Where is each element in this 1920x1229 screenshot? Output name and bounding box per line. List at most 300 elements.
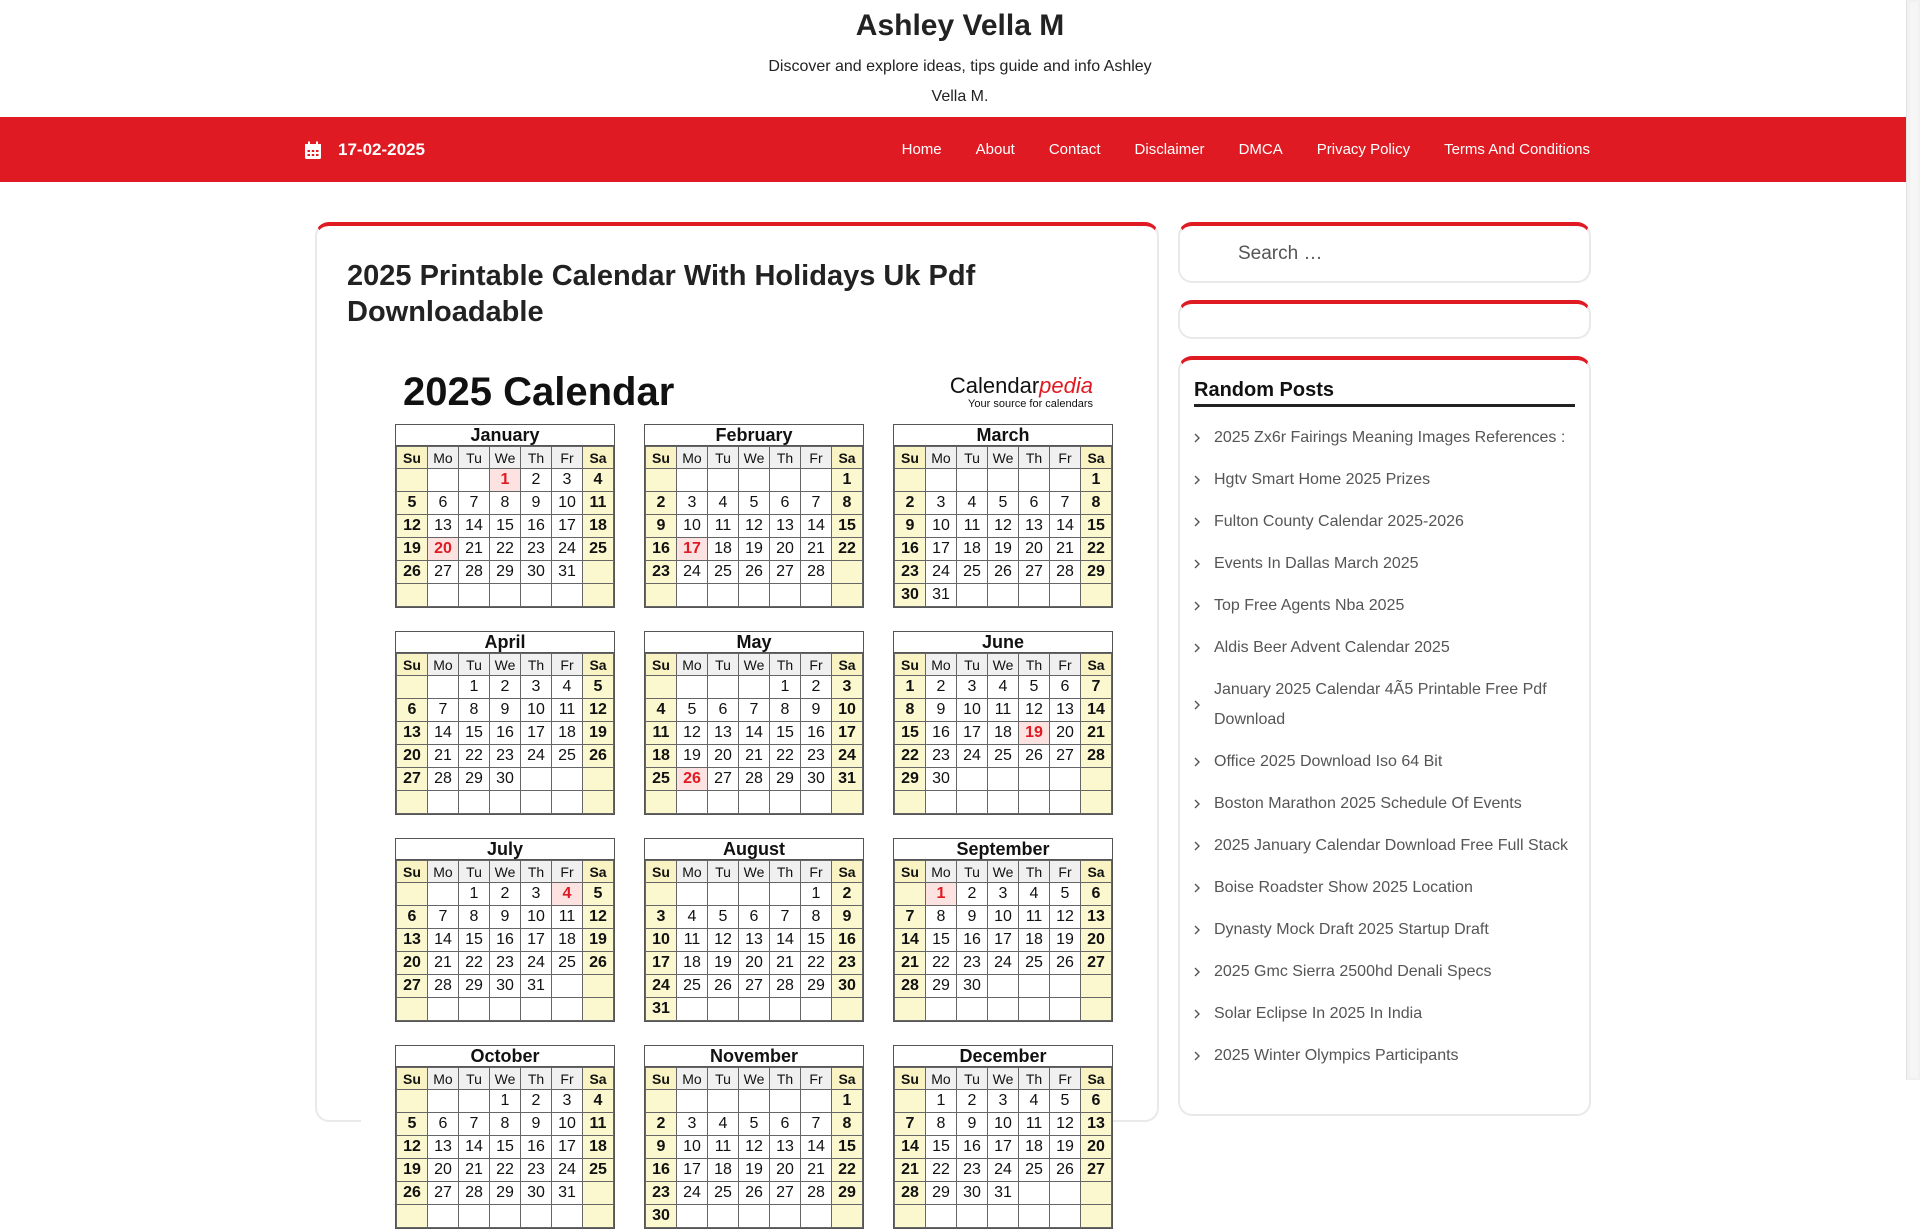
- day-cell: 21: [895, 952, 926, 975]
- day-cell: [428, 1090, 459, 1113]
- day-cell: 18: [988, 722, 1019, 745]
- random-post-link[interactable]: Fulton County Calendar 2025-2026: [1214, 513, 1464, 530]
- day-cell: 12: [397, 515, 428, 538]
- random-posts-title: Random Posts: [1194, 376, 1575, 407]
- weekday-label: We: [490, 447, 521, 469]
- day-cell: 4: [988, 676, 1019, 699]
- day-cell: [708, 1090, 739, 1113]
- month-may: [644, 631, 864, 815]
- weekday-label: Sa: [583, 654, 614, 676]
- weekday-label: Mo: [926, 447, 957, 469]
- day-cell: [832, 998, 863, 1021]
- day-cell: 3: [552, 1090, 583, 1113]
- nav-item-contact[interactable]: Contact: [1048, 141, 1101, 158]
- day-cell: 17: [646, 952, 677, 975]
- weekday-label: Su: [895, 861, 926, 883]
- month-august: [644, 838, 864, 1022]
- list-item: [1194, 1035, 1575, 1077]
- day-cell: 25: [1019, 1159, 1050, 1182]
- day-cell: 20: [397, 745, 428, 768]
- day-cell: [646, 584, 677, 607]
- day-cell: 25: [646, 768, 677, 791]
- day-cell: [677, 1205, 708, 1228]
- day-cell: 15: [490, 1136, 521, 1159]
- day-cell: 10: [677, 1136, 708, 1159]
- weekday-label: Th: [770, 447, 801, 469]
- day-cell: 31: [832, 768, 863, 791]
- random-post-link[interactable]: Aldis Beer Advent Calendar 2025: [1214, 639, 1450, 656]
- day-cell: 17: [832, 722, 863, 745]
- day-cell: 22: [490, 1159, 521, 1182]
- weekday-label: Fr: [552, 654, 583, 676]
- nav-item-privacy-policy[interactable]: Privacy Policy: [1316, 141, 1411, 158]
- random-post-link[interactable]: Office 2025 Download Iso 64 Bit: [1214, 753, 1443, 770]
- chevron-right-icon: [1194, 559, 1214, 569]
- day-cell: 4: [646, 699, 677, 722]
- month-december: [893, 1045, 1113, 1229]
- day-cell: 9: [926, 699, 957, 722]
- weekday-label: Su: [397, 861, 428, 883]
- day-cell: 21: [801, 538, 832, 561]
- day-cell: 23: [957, 952, 988, 975]
- random-post-link[interactable]: Top Free Agents Nba 2025: [1214, 597, 1405, 614]
- day-cell: [895, 998, 926, 1021]
- month-february: [644, 424, 864, 608]
- day-cell: 27: [739, 975, 770, 998]
- day-cell: [801, 1090, 832, 1113]
- day-cell: [583, 561, 614, 584]
- day-cell: [988, 768, 1019, 791]
- day-cell: 26: [1050, 952, 1081, 975]
- day-cell: 24: [832, 745, 863, 768]
- day-cell: 2: [521, 469, 552, 492]
- day-cell: 21: [801, 1159, 832, 1182]
- weekday-label: Th: [521, 447, 552, 469]
- day-cell: 18: [677, 952, 708, 975]
- chevron-right-icon: [1194, 433, 1214, 443]
- day-cell: [583, 768, 614, 791]
- day-cell: [677, 676, 708, 699]
- day-cell: 29: [459, 975, 490, 998]
- random-post-link[interactable]: January 2025 Calendar 4Ã5 Printable Free Pdf Download: [1214, 681, 1547, 728]
- search-input[interactable]: [1198, 234, 1570, 274]
- weekday-label: Su: [895, 654, 926, 676]
- day-cell: 5: [397, 492, 428, 515]
- day-cell: 26: [397, 1182, 428, 1205]
- day-cell: 15: [926, 1136, 957, 1159]
- day-cell: 28: [1050, 561, 1081, 584]
- day-cell: 3: [646, 906, 677, 929]
- day-cell: 16: [957, 929, 988, 952]
- day-cell: 8: [895, 699, 926, 722]
- day-cell: 17: [677, 1159, 708, 1182]
- day-cell: 18: [583, 1136, 614, 1159]
- day-cell: [1081, 768, 1112, 791]
- day-cell: 28: [428, 975, 459, 998]
- weekday-label: Fr: [552, 861, 583, 883]
- weekday-label: Th: [521, 1068, 552, 1090]
- day-cell: 13: [770, 515, 801, 538]
- day-cell: [770, 883, 801, 906]
- day-cell: [1050, 998, 1081, 1021]
- day-cell: 14: [895, 1136, 926, 1159]
- month-april: [395, 631, 615, 815]
- day-cell: 6: [1050, 676, 1081, 699]
- day-cell: 6: [739, 906, 770, 929]
- day-cell: 6: [1019, 492, 1050, 515]
- weekday-label: Th: [1019, 447, 1050, 469]
- day-cell: 27: [397, 768, 428, 791]
- chevron-right-icon: [1194, 475, 1214, 485]
- day-cell: 21: [1050, 538, 1081, 561]
- day-cell: 3: [552, 469, 583, 492]
- day-cell: 23: [490, 745, 521, 768]
- day-cell: [1081, 1205, 1112, 1228]
- day-cell: 25: [1019, 952, 1050, 975]
- day-cell: [583, 998, 614, 1021]
- day-cell: 25: [708, 561, 739, 584]
- random-post-link[interactable]: 2025 Gmc Sierra 2500hd Denali Specs: [1214, 963, 1492, 980]
- day-cell: 18: [552, 929, 583, 952]
- day-cell: [677, 791, 708, 814]
- day-cell: [397, 1090, 428, 1113]
- day-cell: 19: [1019, 722, 1050, 745]
- day-cell: 10: [957, 699, 988, 722]
- day-cell: [1019, 975, 1050, 998]
- day-cell: 16: [521, 1136, 552, 1159]
- day-cell: 26: [583, 745, 614, 768]
- day-cell: 9: [832, 906, 863, 929]
- day-cell: 8: [832, 1113, 863, 1136]
- day-cell: 3: [957, 676, 988, 699]
- day-cell: 16: [895, 538, 926, 561]
- day-cell: 28: [428, 768, 459, 791]
- day-cell: 7: [459, 1113, 490, 1136]
- day-cell: 25: [583, 538, 614, 561]
- day-cell: [646, 791, 677, 814]
- day-cell: 13: [397, 929, 428, 952]
- weekday-label: Tu: [459, 861, 490, 883]
- day-cell: 2: [490, 883, 521, 906]
- day-cell: 3: [521, 676, 552, 699]
- day-cell: [1050, 768, 1081, 791]
- day-cell: 17: [988, 929, 1019, 952]
- day-cell: 30: [926, 768, 957, 791]
- day-cell: 20: [397, 952, 428, 975]
- weekday-label: Su: [895, 447, 926, 469]
- day-cell: 9: [801, 699, 832, 722]
- day-cell: 26: [397, 561, 428, 584]
- random-post-link[interactable]: 2025 Zx6r Fairings Meaning Images References :: [1214, 429, 1566, 446]
- day-cell: 21: [770, 952, 801, 975]
- day-cell: [646, 883, 677, 906]
- day-cell: 5: [397, 1113, 428, 1136]
- day-cell: [708, 1205, 739, 1228]
- day-cell: 19: [397, 1159, 428, 1182]
- day-cell: 3: [988, 883, 1019, 906]
- day-cell: 24: [552, 538, 583, 561]
- day-cell: 24: [677, 561, 708, 584]
- nav-item-about[interactable]: About: [975, 141, 1015, 158]
- day-cell: 8: [459, 906, 490, 929]
- day-cell: 2: [957, 1090, 988, 1113]
- day-cell: 11: [708, 515, 739, 538]
- weekday-label: Sa: [583, 1068, 614, 1090]
- day-cell: 4: [552, 676, 583, 699]
- weekday-label: Tu: [957, 654, 988, 676]
- site-header: [0, 0, 1920, 117]
- day-cell: 18: [957, 538, 988, 561]
- day-cell: [677, 469, 708, 492]
- day-cell: 26: [1050, 1159, 1081, 1182]
- chevron-right-icon: [1194, 883, 1214, 893]
- day-cell: 9: [957, 1113, 988, 1136]
- scrollbar-thumb[interactable]: [1910, 2, 1918, 1078]
- random-post-link[interactable]: Hgtv Smart Home 2025 Prizes: [1214, 471, 1431, 488]
- weekday-label: Th: [521, 861, 552, 883]
- day-cell: 7: [739, 699, 770, 722]
- weekday-label: Th: [1019, 1068, 1050, 1090]
- day-cell: 2: [801, 676, 832, 699]
- random-post-link[interactable]: Dynasty Mock Draft 2025 Startup Draft: [1214, 921, 1489, 938]
- day-cell: 20: [1081, 929, 1112, 952]
- day-cell: 23: [801, 745, 832, 768]
- chevron-right-icon: [1194, 757, 1214, 767]
- day-cell: 9: [490, 699, 521, 722]
- list-item: [1194, 627, 1575, 669]
- day-cell: 23: [521, 538, 552, 561]
- nav-menu: [885, 137, 1590, 163]
- chevron-right-icon: [1194, 1051, 1214, 1061]
- day-cell: 21: [428, 745, 459, 768]
- weekday-label: Fr: [1050, 861, 1081, 883]
- weekday-label: We: [988, 1068, 1019, 1090]
- weekday-label: Th: [521, 654, 552, 676]
- chevron-right-icon: [1194, 967, 1214, 977]
- day-cell: 27: [428, 561, 459, 584]
- day-cell: [739, 1090, 770, 1113]
- day-cell: 25: [583, 1159, 614, 1182]
- random-post-link[interactable]: 2025 January Calendar Download Free Full Stack: [1214, 837, 1568, 854]
- day-cell: [895, 469, 926, 492]
- day-cell: 23: [832, 952, 863, 975]
- day-cell: 16: [646, 538, 677, 561]
- day-cell: [1050, 1182, 1081, 1205]
- day-cell: 4: [957, 492, 988, 515]
- day-cell: 1: [490, 469, 521, 492]
- day-cell: 7: [895, 906, 926, 929]
- day-cell: [521, 768, 552, 791]
- day-cell: 31: [988, 1182, 1019, 1205]
- random-post-link[interactable]: Boston Marathon 2025 Schedule Of Events: [1214, 795, 1522, 812]
- list-item: [1194, 417, 1575, 459]
- day-cell: 27: [770, 1182, 801, 1205]
- day-cell: 22: [770, 745, 801, 768]
- month-january: [395, 424, 615, 608]
- day-cell: 29: [801, 975, 832, 998]
- weekday-label: We: [988, 654, 1019, 676]
- day-cell: 19: [1050, 929, 1081, 952]
- day-cell: 10: [677, 515, 708, 538]
- day-cell: 22: [926, 952, 957, 975]
- day-cell: 10: [832, 699, 863, 722]
- day-cell: 29: [490, 561, 521, 584]
- weekday-label: Tu: [957, 1068, 988, 1090]
- weekday-label: Fr: [801, 447, 832, 469]
- day-cell: 6: [770, 1113, 801, 1136]
- nav-item-terms-and-conditions[interactable]: Terms And Conditions: [1444, 141, 1590, 158]
- date-text: 17-02-2025: [338, 140, 425, 159]
- day-cell: 31: [552, 561, 583, 584]
- day-cell: 14: [801, 1136, 832, 1159]
- day-cell: [1050, 469, 1081, 492]
- day-cell: 30: [521, 1182, 552, 1205]
- weekday-label: Su: [646, 861, 677, 883]
- day-cell: 19: [583, 722, 614, 745]
- day-cell: [552, 975, 583, 998]
- day-cell: 25: [552, 952, 583, 975]
- day-cell: 13: [1050, 699, 1081, 722]
- day-cell: 16: [832, 929, 863, 952]
- day-cell: 9: [521, 1113, 552, 1136]
- day-cell: [1081, 975, 1112, 998]
- day-cell: [801, 1205, 832, 1228]
- weekday-label: Tu: [957, 861, 988, 883]
- day-cell: 8: [459, 699, 490, 722]
- day-cell: 7: [428, 906, 459, 929]
- day-cell: 17: [926, 538, 957, 561]
- day-cell: 28: [739, 768, 770, 791]
- day-cell: 26: [739, 1182, 770, 1205]
- day-cell: 6: [397, 906, 428, 929]
- day-cell: 14: [428, 722, 459, 745]
- day-cell: 18: [1019, 929, 1050, 952]
- month-name: January: [396, 425, 614, 446]
- day-cell: 9: [490, 906, 521, 929]
- day-cell: 27: [1081, 1159, 1112, 1182]
- day-cell: 17: [988, 1136, 1019, 1159]
- day-cell: [428, 998, 459, 1021]
- day-cell: 12: [1019, 699, 1050, 722]
- day-cell: 17: [521, 722, 552, 745]
- weekday-label: We: [739, 1068, 770, 1090]
- day-cell: 9: [957, 906, 988, 929]
- day-cell: [521, 584, 552, 607]
- day-cell: 29: [770, 768, 801, 791]
- day-cell: 30: [801, 768, 832, 791]
- day-cell: 15: [832, 1136, 863, 1159]
- calendarpedia-logo: Calendarpedia Your source for calendars: [949, 373, 1093, 410]
- weekday-label: Tu: [459, 654, 490, 676]
- day-cell: [988, 791, 1019, 814]
- month-name: September: [894, 839, 1112, 860]
- day-cell: 5: [988, 492, 1019, 515]
- month-name: February: [645, 425, 863, 446]
- day-cell: [708, 676, 739, 699]
- day-cell: 10: [552, 492, 583, 515]
- page-scrollbar[interactable]: [1906, 0, 1920, 1080]
- day-cell: 12: [583, 906, 614, 929]
- day-cell: 7: [1050, 492, 1081, 515]
- calendar-image[interactable]: [361, 364, 1113, 1224]
- day-cell: 14: [459, 515, 490, 538]
- day-cell: [1019, 584, 1050, 607]
- site-title[interactable]: Ashley Vella M: [855, 9, 1065, 42]
- weekday-label: Mo: [926, 861, 957, 883]
- day-cell: 20: [708, 745, 739, 768]
- random-post-link[interactable]: 2025 Winter Olympics Participants: [1214, 1047, 1459, 1064]
- day-cell: [521, 1205, 552, 1228]
- day-cell: 11: [583, 1113, 614, 1136]
- weekday-label: Fr: [801, 1068, 832, 1090]
- nav-item-dmca[interactable]: DMCA: [1238, 141, 1283, 158]
- weekday-label: Fr: [1050, 447, 1081, 469]
- day-cell: 16: [646, 1159, 677, 1182]
- day-cell: 4: [708, 492, 739, 515]
- day-cell: [770, 1205, 801, 1228]
- random-post-link[interactable]: Solar Eclipse In 2025 In India: [1214, 1005, 1423, 1022]
- day-cell: 2: [957, 883, 988, 906]
- random-post-link[interactable]: Boise Roadster Show 2025 Location: [1214, 879, 1473, 896]
- day-cell: 3: [832, 676, 863, 699]
- day-cell: [739, 469, 770, 492]
- random-posts-list: [1194, 417, 1575, 1077]
- day-cell: 20: [428, 538, 459, 561]
- day-cell: 9: [646, 515, 677, 538]
- weekday-label: Tu: [957, 447, 988, 469]
- day-cell: 15: [459, 929, 490, 952]
- day-cell: 8: [926, 906, 957, 929]
- day-cell: 25: [552, 745, 583, 768]
- day-cell: 4: [708, 1113, 739, 1136]
- day-cell: 16: [490, 929, 521, 952]
- day-cell: [1081, 584, 1112, 607]
- day-cell: [957, 1205, 988, 1228]
- day-cell: 4: [583, 1090, 614, 1113]
- day-cell: 20: [1050, 722, 1081, 745]
- random-post-link[interactable]: Events In Dallas March 2025: [1214, 555, 1419, 572]
- day-cell: 24: [521, 745, 552, 768]
- weekday-label: Mo: [428, 1068, 459, 1090]
- nav-item-home[interactable]: Home: [901, 141, 942, 158]
- day-cell: 4: [552, 883, 583, 906]
- nav-item-disclaimer[interactable]: Disclaimer: [1134, 141, 1205, 158]
- day-cell: [895, 1205, 926, 1228]
- weekday-label: We: [739, 861, 770, 883]
- day-cell: 20: [1019, 538, 1050, 561]
- day-cell: 30: [521, 561, 552, 584]
- day-cell: [957, 768, 988, 791]
- month-september: [893, 838, 1113, 1022]
- day-cell: 28: [801, 561, 832, 584]
- day-cell: [459, 584, 490, 607]
- day-cell: [1050, 584, 1081, 607]
- day-cell: [739, 1205, 770, 1228]
- day-cell: 20: [739, 952, 770, 975]
- day-cell: 8: [801, 906, 832, 929]
- day-cell: 24: [957, 745, 988, 768]
- day-cell: 29: [926, 1182, 957, 1205]
- day-cell: 22: [832, 1159, 863, 1182]
- list-item: [1194, 783, 1575, 825]
- month-name: May: [645, 632, 863, 653]
- day-cell: 15: [490, 515, 521, 538]
- day-cell: 2: [926, 676, 957, 699]
- day-cell: [552, 1205, 583, 1228]
- day-cell: 28: [770, 975, 801, 998]
- day-cell: 21: [739, 745, 770, 768]
- day-cell: 19: [739, 1159, 770, 1182]
